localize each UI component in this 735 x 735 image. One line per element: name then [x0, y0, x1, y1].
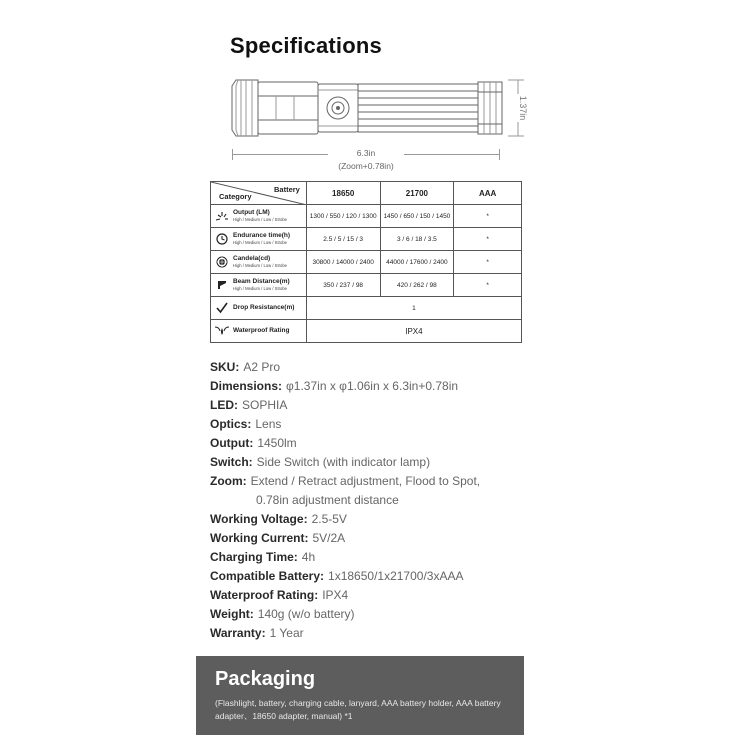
column-header: AAA: [454, 182, 522, 205]
spec-value: 4h: [301, 550, 316, 564]
spec-row-battery: [210, 567, 530, 586]
header-battery-label: Battery: [273, 185, 300, 194]
spec-key: Working Voltage:: [210, 512, 308, 526]
spec-row-weight: [210, 605, 530, 624]
spec-value: 5V/2A: [312, 531, 346, 545]
length-label: 6.3in: [356, 148, 376, 158]
spec-key: LED:: [210, 398, 238, 412]
spec-key: Optics:: [210, 417, 252, 431]
spec-value: Lens: [255, 417, 282, 431]
header-category-battery: [211, 182, 307, 205]
output-burst-icon: [211, 210, 233, 222]
spec-row-voltage: [210, 510, 530, 529]
table-cell: 1: [306, 297, 521, 320]
table-row: [211, 251, 522, 274]
spec-row-charging: [210, 548, 530, 567]
spec-row-warranty: [210, 624, 530, 643]
spec-row-switch: [210, 453, 530, 472]
table-cell: *: [454, 205, 522, 228]
row-label: Waterproof Rating: [233, 327, 290, 334]
table-row: [211, 274, 522, 297]
row-modes: High / Medium / Low / Strobe: [233, 263, 287, 268]
spec-row-dimensions: [210, 377, 530, 396]
header-category-label: Category: [219, 192, 252, 201]
table-row: [211, 228, 522, 251]
spec-row-output: [210, 434, 530, 453]
spec-row-waterproof: [210, 586, 530, 605]
spec-row-optics: [210, 415, 530, 434]
spec-value: 2.5-5V: [311, 512, 347, 526]
spec-row-current: [210, 529, 530, 548]
spec-key: Warranty:: [210, 626, 266, 640]
table-header-row: [211, 182, 522, 205]
table-cell: IPX4: [306, 320, 521, 343]
row-modes: High / Medium / Low / Strobe: [233, 286, 287, 291]
row-modes: High / Medium / Low / Strobe: [233, 217, 287, 222]
beam-icon: [211, 279, 233, 291]
row-label: Candela(cd): [233, 255, 271, 262]
row-category: [211, 320, 307, 343]
spec-row-sku: [210, 358, 530, 377]
table-cell: 420 / 262 / 98: [380, 274, 454, 297]
page-title: Specifications: [230, 33, 382, 58]
table-cell: 44000 / 17600 / 2400: [380, 251, 454, 274]
row-category: [211, 228, 307, 251]
row-category: [211, 297, 307, 320]
row-category: [211, 205, 307, 228]
spec-key: Switch:: [210, 455, 253, 469]
table-cell: *: [454, 228, 522, 251]
table-cell: 1300 / 550 / 120 / 1300: [306, 205, 380, 228]
spec-row-led: [210, 396, 530, 415]
table-cell: 3 / 6 / 18 / 3.5: [380, 228, 454, 251]
spec-key: SKU:: [210, 360, 240, 374]
row-label: Beam Distance(m): [233, 278, 290, 285]
spec-value: IPX4: [322, 588, 349, 602]
spec-value-continuation: 0.78in adjustment distance: [256, 493, 399, 507]
table-cell: 30800 / 14000 / 2400: [306, 251, 380, 274]
table-cell: *: [454, 251, 522, 274]
row-label: Drop Resistance(m): [233, 304, 295, 311]
water-drop-icon: [211, 325, 233, 337]
spec-value: 140g (w/o battery): [257, 607, 355, 621]
column-header: 21700: [380, 182, 454, 205]
spec-key: Zoom:: [210, 474, 247, 488]
row-category: [211, 251, 307, 274]
spec-value: 1450lm: [257, 436, 297, 450]
table-row: [211, 297, 522, 320]
candela-icon: [211, 256, 233, 268]
packaging-banner: [196, 656, 524, 735]
table-cell: *: [454, 274, 522, 297]
table-cell: 350 / 237 / 98: [306, 274, 380, 297]
spec-key: Weight:: [210, 607, 254, 621]
packaging-title: Packaging: [215, 668, 316, 690]
diameter-label: 1.37in: [518, 95, 528, 121]
clock-icon: [211, 233, 233, 245]
spec-value: φ1.37in x φ1.06in x 6.3in+0.78in: [286, 379, 459, 393]
packaging-description: (Flashlight, battery, charging cable, lanyard, AAA battery holder, AAA battery adapter、18650 adapter, manual) *1: [215, 698, 501, 721]
spec-key: Output:: [210, 436, 254, 450]
spec-key: Dimensions:: [210, 379, 283, 393]
check-icon: [211, 302, 233, 314]
spec-value: A2 Pro: [243, 360, 281, 374]
table-cell: 1450 / 650 / 150 / 1450: [380, 205, 454, 228]
flashlight-drawing: [228, 74, 528, 146]
row-label: Endurance time(h): [233, 232, 291, 239]
table-row: [211, 320, 522, 343]
spec-value: Side Switch (with indicator lamp): [256, 455, 431, 469]
spec-row-zoom: [210, 472, 530, 491]
length-sub-label: (Zoom+0.78in): [338, 161, 394, 171]
row-label: Output (LM): [233, 209, 270, 216]
spec-value: 1 Year: [269, 626, 304, 640]
row-category: [211, 274, 307, 297]
table-row: [211, 205, 522, 228]
spec-key: Waterproof Rating:: [210, 588, 319, 602]
spec-key: Charging Time:: [210, 550, 298, 564]
row-modes: High / Medium / Low / Strobe: [233, 240, 287, 245]
spec-table: [210, 181, 522, 343]
spec-key: Working Current:: [210, 531, 309, 545]
column-header: 18650: [306, 182, 380, 205]
spec-list: [210, 358, 530, 643]
length-dimension: [232, 147, 500, 177]
spec-key: Compatible Battery:: [210, 569, 325, 583]
spec-value: Extend / Retract adjustment, Flood to Spot,: [250, 474, 481, 488]
spec-value: 1x18650/1x21700/3xAAA: [328, 569, 464, 583]
spec-value: SOPHIA: [242, 398, 288, 412]
table-cell: 2.5 / 5 / 15 / 3: [306, 228, 380, 251]
